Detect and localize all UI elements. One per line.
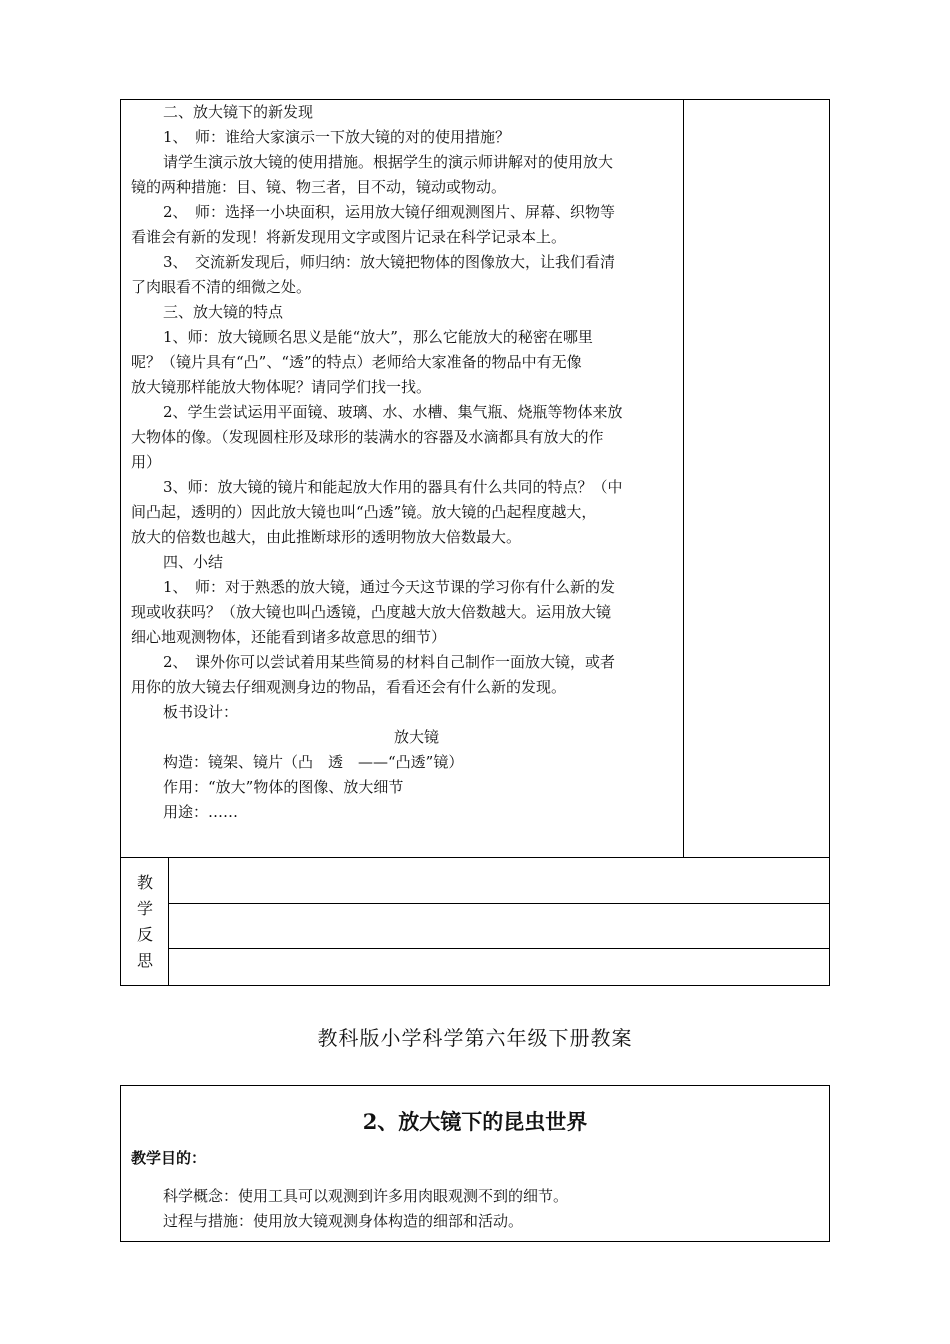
paragraph-line: 呢？（镜片具有“凸”、“透”的特点）老师给大家准备的物品中有无像 [131,353,582,371]
lesson-box-top [120,1085,830,1086]
paragraph-line: 现或收获吗？（放大镜也叫凸透镜，凸度越大放大倍数越大。运用放大镜 [131,603,612,621]
paragraph-line: 用） [131,453,162,471]
board-design-label: 板书设计： [163,703,239,721]
lesson-title: 2、放大镜下的昆虫世界 [362,1109,588,1134]
paragraph-line: 了肉眼看不清的细微之处。 [131,278,312,296]
reflection-label-char: 学 [136,899,153,918]
table-border-bottom [120,985,830,986]
content-column-divider [683,99,684,858]
paragraph-line: 2、 课外你可以尝试着用某些简易的材料自己制作一面放大镜，或者 [163,653,616,671]
paragraph-line: 1、师：放大镜顾名思义是能“放大”，那么它能放大的秘密在哪里 [163,328,593,346]
paragraph-line: 间凸起，透明的）因此放大镜也叫“凸透”镜。放大镜的凸起程度越大， [131,503,597,521]
section-heading: 三、放大镜的特点 [163,303,284,321]
paragraph-line: 请学生演示放大镜的使用措施。根据学生的演示师讲解对的使用放大 [163,153,614,171]
paragraph-line: 2、学生尝试运用平面镜、玻璃、水、水槽、集气瓶、烧瓶等物体来放 [163,403,623,421]
table-border-right [829,99,830,986]
lesson-box-left [120,1085,121,1242]
paragraph-line: 1、 师：谁给大家演示一下放大镜的对的使用措施？ [163,128,511,146]
reflection-label-char: 反 [136,925,153,944]
objective-line: 科学概念：使用工具可以观测到许多用肉眼观测不到的细节。 [163,1187,569,1205]
reflection-row-top [120,857,830,858]
section-heading: 二、放大镜下的新发现 [163,103,314,121]
reflection-line-2 [168,948,830,949]
reflection-label-char: 思 [136,951,153,970]
paragraph-line: 镜的两种措施：目、镜、物三者，目不动，镜动或物动。 [131,178,507,196]
lesson-box-bottom [120,1241,830,1242]
paragraph-line: 大物体的像。（发现圆柱形及球形的装满水的容器及水滴都具有放大的作 [131,428,604,446]
board-design-line: 作用：“放大”物体的图像、放大细节 [163,778,404,796]
paragraph-line: 看谁会有新的发现！将新发现用文字或图片记录在科学记录本上。 [131,228,567,246]
paragraph-line: 3、 交流新发现后，师归纳：放大镜把物体的图像放大，让我们看清 [163,253,616,271]
paragraph-line: 放大镜那样能放大物体呢？请同学们找一找。 [131,378,432,396]
paragraph-line: 3、师：放大镜的镜片和能起放大作用的器具有什么共同的特点？（中 [163,478,623,496]
paragraph-line: 2、 师：选择一小块面积，运用放大镜仔细观测图片、屏幕、织物等 [163,203,616,221]
lesson-box-right [829,1085,830,1242]
board-design-line: 构造：镜架、镜片（凸 透 ——“凸透”镜） [163,753,464,771]
objective-line: 过程与措施：使用放大镜观测身体构造的细部和活动。 [163,1212,524,1230]
paragraph-line: 放大的倍数也越大，由此推断球形的透明物放大倍数最大。 [131,528,522,546]
section-heading: 四、小结 [163,553,224,571]
reflection-label [121,870,169,974]
table-border-left [120,99,121,986]
paragraph-line: 1、 师：对于熟悉的放大镜，通过今天这节课的学习你有什么新的发 [163,578,616,596]
board-design-line: 用途：…… [163,803,239,821]
page-heading: 教科版小学科学第六年级下册教案 [317,1026,633,1050]
paragraph-line: 细心地观测物体，还能看到诸多故意思的细节） [131,628,447,646]
board-design-title: 放大镜 [394,728,440,746]
reflection-line-1 [168,903,830,904]
paragraph-line: 用你的放大镜去仔细观测身边的物品，看看还会有什么新的发现。 [131,678,567,696]
objectives-label: 教学目的： [131,1149,207,1167]
reflection-label-char: 教 [136,873,153,892]
